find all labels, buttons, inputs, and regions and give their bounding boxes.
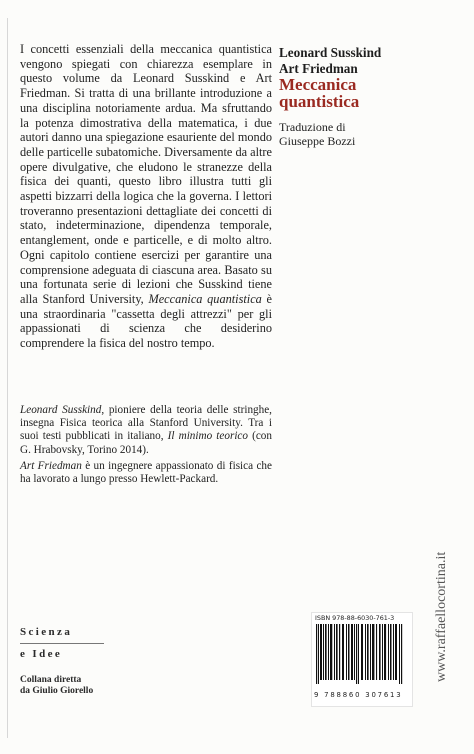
series-curator-line-2: da Giulio Giorello — [20, 686, 94, 696]
blurb-paragraph — [20, 42, 272, 351]
author-1: Leonard Susskind — [279, 45, 382, 60]
barcode-digits: 9 788860 307613 — [314, 691, 403, 699]
book-blurb — [20, 42, 272, 351]
translator-name: Giuseppe Bozzi — [279, 134, 356, 148]
bio-friedman-text: è un ingegnere appassionato di fisica che ha lavorato a lungo presso Hewlett-Packard. — [20, 459, 272, 486]
left-border-line — [7, 18, 8, 738]
series-name-line-2: e Idee — [20, 648, 63, 660]
series-curator — [20, 675, 120, 697]
isbn-label: ISBN 978-88-6030-761-3 — [315, 614, 395, 622]
blurb-book-title: Meccanica quantistica — [148, 291, 262, 306]
translation-credit — [279, 120, 459, 148]
series-block — [20, 626, 120, 697]
barcode — [316, 624, 404, 684]
book-title — [279, 76, 459, 110]
book-title-line-2: quantistica — [279, 92, 360, 111]
bio-susskind-name: Leonard Susskind — [20, 404, 102, 416]
blurb-ending: è una straordinaria "cassetta degli attrezzi" per gli appassionati di scienza che desiderino comprendere la fisica del nostro tempo. — [20, 291, 272, 351]
bio-susskind-book: Il minimo teorico — [167, 430, 248, 443]
author-names — [279, 45, 459, 76]
series-name-line-1: Scienza — [20, 626, 73, 638]
author-2: Art Friedman — [279, 60, 358, 76]
bio-friedman-name: Art Friedman — [20, 459, 82, 472]
series-curator-line-1: Collana diretta — [20, 675, 82, 685]
book-title-line-1: Meccanica — [279, 75, 357, 94]
bio-susskind-end: (con G. Hrabovsky, Torino 2014). — [20, 430, 272, 456]
translation-label: Traduzione di — [279, 120, 346, 134]
bio-susskind-text: , pioniere della teoria delle stringhe, insegna Fisica teorica alla Stanford University. Tra i suoi testi pubblicati in italiano, — [20, 404, 272, 443]
bio-susskind — [20, 404, 272, 457]
blurb-text: I concetti essenziali della meccanica quantistica vengono spiegati con chiarezza esemplare in questo volume da Leonard Susskind e Art Friedman. Si tratta di una brillante introduzione a una disciplina notoriamente ardua. Ma sfruttando la potenza dimostrativa della matematica, i due autori danno una spiegazione esauriente del mondo delle particelle subatomiche. Diversamente da altre opere divulgative, che eludono le stranezze della fisica dei quanti, questo libro illustra tutti gli aspetti bizzarri della logica che la governa. I lettori troveranno presentazioni dettagliate dei concetti di stato, indeterminazione, dipendenza temporale, entanglement, onde e particelle, e di molto altro. Ogni capitolo contiene esercizi per garantire una comprensione adeguata di ciascuna area. Basato su una fortunata serie di lezioni che Susskind tiene alla Stanford University, — [20, 42, 273, 306]
publisher-website: www.raffaellocortina.it — [434, 551, 449, 682]
series-divider — [20, 643, 104, 644]
bio-friedman — [20, 460, 272, 486]
author-bios — [20, 404, 272, 489]
